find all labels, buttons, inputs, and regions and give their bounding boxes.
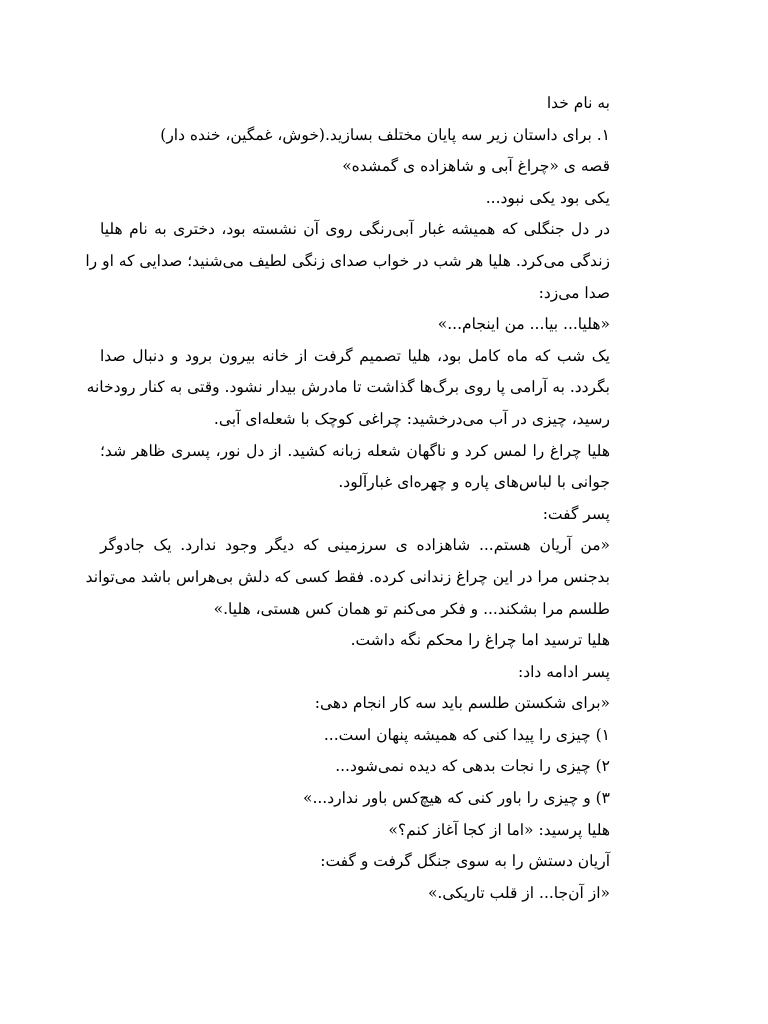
story-line: «من آریان هستم... شاهزاده ی سرزمینی که دیگر وجود ندارد. یک جادوگر xyxy=(100,536,610,555)
story-line: بگردد. به آرامی پا روی برگ‌ها گذاشت تا مادرش بیدار نشود. وقتی به کنار رودخانه xyxy=(86,378,610,397)
story-line: آریان دستش را به سوی جنگل گرفت و گفت: xyxy=(320,852,610,871)
story-line: یک شب که ماه کامل بود، هلیا تصمیم گرفت از خانه بیرون برود و دنبال صدا xyxy=(100,346,610,365)
story-title: قصه ی «چراغ آبی و شاهزاده ی گمشده» xyxy=(342,157,610,176)
story-line: رسید، چیزی در آب می‌درخشید: چراغی کوچک با شعله‌ای آبی. xyxy=(213,409,610,428)
story-line: «هلیا... بیا... من اینجام...» xyxy=(437,315,610,334)
story-line: یکی بود یکی نبود... xyxy=(485,188,610,207)
story-line: «از آن‌جا... از قلب تاریکی.» xyxy=(427,883,610,902)
assignment-question: ۱. برای داستان زیر سه پایان مختلف بسازید.(خوش، غمگین، خنده دار) xyxy=(160,125,610,144)
task-item: ۱) چیزی را پیدا کنی که همیشه پنهان است... xyxy=(323,725,610,744)
story-line: بدجنس مرا در این چراغ زندانی کرده. فقط کسی که دلش بی‌هراس باشد می‌تواند xyxy=(85,567,610,586)
story-text xyxy=(85,88,610,909)
task-item: ۲) چیزی را نجات بدهی که دیده نمی‌شود... xyxy=(335,757,610,776)
task-item: ۳) و چیزی را باور کنی که هیچ‌کس باور ندارد...» xyxy=(302,789,610,808)
story-line: هلیا پرسید: «اما از کجا آغاز کنم؟» xyxy=(388,820,610,839)
story-line: هلیا ترسید اما چراغ را محکم نگه داشت. xyxy=(350,631,610,650)
story-line: زندگی می‌کرد. هلیا هر شب در خواب صدای زنگی لطیف می‌شنید؛ صدایی که او را xyxy=(85,251,610,270)
story-line: هلیا چراغ را لمس کرد و ناگهان شعله زبانه کشید. از دل نور، پسری ظاهر شد؛ xyxy=(100,441,610,460)
story-line: صدا می‌زد: xyxy=(538,283,610,302)
story-line: در دل جنگلی که همیشه غبار آبی‌رنگی روی آن نشسته بود، دختری به نام هلیا xyxy=(100,220,610,239)
story-line: جوانی با لباس‌های پاره و چهره‌ای غبارآلود. xyxy=(338,473,610,492)
story-line: پسر ادامه داد: xyxy=(517,662,610,681)
story-line: پسر گفت: xyxy=(542,504,610,523)
story-line: «برای شکستن طلسم باید سه کار انجام دهی: xyxy=(314,694,610,713)
document-heading: به نام خدا xyxy=(546,94,610,112)
story-line: طلسم مرا بشکند... و فکر می‌کنم تو همان کس هستی، هلیا.» xyxy=(213,599,610,618)
